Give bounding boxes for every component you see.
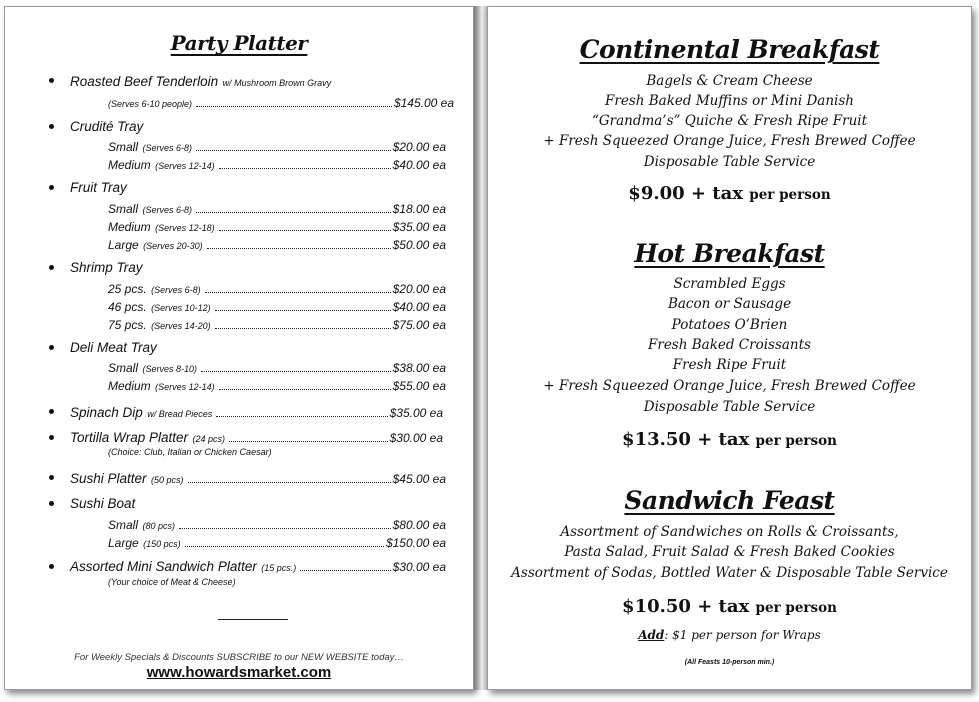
sandwich-feast-price: $10.50 + tax per person <box>622 596 837 617</box>
tortilla-choice: (Choice: Club, Italian or Chicken Caesar) <box>108 447 272 457</box>
menu-line: Pasta Salad, Fruit Salad & Fresh Baked Cookies <box>564 544 895 560</box>
price-row: Small (80 pcs) $80.00 ea <box>108 518 446 532</box>
menu-item-spinach-dip: Spinach Dip w/ Bread Pieces $35.00 ea <box>70 405 443 420</box>
menu-line: Assortment of Sandwiches on Rolls & Croissants, <box>560 524 899 540</box>
price-row: 25 pcs. (Serves 6-8) $20.00 ea <box>108 282 446 296</box>
continental-title: Continental Breakfast <box>579 35 880 64</box>
bullet-icon <box>49 265 54 270</box>
book-gutter <box>474 6 487 690</box>
bullet-icon <box>49 409 54 414</box>
continental-price: $9.00 + tax per person <box>628 183 831 204</box>
menu-item-sushi-platter: Sushi Platter (50 pcs) $45.00 ea <box>70 471 446 486</box>
price-row: Large (150 pcs) $150.00 ea <box>108 536 446 550</box>
minimum-note: (All Feasts 10-person min.) <box>684 659 775 666</box>
price-row: Small (Serves 8-10) $38.00 ea <box>108 361 446 375</box>
menu-line: + Fresh Squeezed Orange Juice, Fresh Brewed Coffee <box>543 378 916 394</box>
menu-line: Fresh Ripe Fruit <box>672 357 787 373</box>
menu-line: Fresh Baked Croissants <box>648 337 811 353</box>
wrap-addon: Add: $1 per person for Wraps <box>638 628 821 642</box>
price-row: 75 pcs. (Serves 14-20) $75.00 ea <box>108 318 446 332</box>
sandwich-feast-title: Sandwich Feast <box>624 486 835 515</box>
menu-line: Potatoes O’Brien <box>671 317 788 333</box>
menu-item-roast-beef: Roasted Beef Tenderloin w/ Mushroom Brown Gravy <box>70 74 332 89</box>
party-platter-title: Party Platter <box>170 31 308 55</box>
bullet-icon <box>49 78 54 83</box>
menu-item-fruit: Fruit Tray <box>70 180 127 195</box>
bullet-icon <box>49 435 54 440</box>
menu-item-deli: Deli Meat Tray <box>70 340 157 355</box>
menu-line: Bacon or Sausage <box>667 296 792 312</box>
bullet-icon <box>49 345 54 350</box>
footer-note: For Weekly Specials & Discounts SUBSCRIBE to our NEW WEBSITE today… <box>74 652 404 663</box>
bullet-icon <box>49 475 54 480</box>
menu-line: Fresh Baked Muffins or Mini Danish <box>605 93 854 109</box>
menu-line: “Grandma’s” Quiche & Fresh Ripe Fruit <box>591 113 868 129</box>
menu-line: Bagels & Cream Cheese <box>646 73 813 89</box>
menu-line: Disposable Table Service <box>643 154 816 170</box>
menu-line: Scrambled Eggs <box>673 276 786 292</box>
price-row: Medium (Serves 12-18) $35.00 ea <box>108 220 446 234</box>
bullet-icon <box>49 564 54 569</box>
menu-item-sushi-boat: Sushi Boat <box>70 496 136 511</box>
price-row: Small (Serves 6-8) $20.00 ea <box>108 140 446 154</box>
hot-breakfast-title: Hot Breakfast <box>634 239 825 268</box>
menu-line: Disposable Table Service <box>643 399 816 415</box>
menu-item-mini-sandwich: Assorted Mini Sandwich Platter (15 pcs.) $30.00 ea <box>70 559 446 574</box>
menu-line: Assortment of Sodas, Bottled Water & Disposable Table Service <box>511 565 948 581</box>
right-page <box>487 6 972 690</box>
menu-item-shrimp: Shrimp Tray <box>70 260 143 275</box>
bullet-icon <box>49 124 54 129</box>
price-row: (Serves 6-10 people) $145.00 ea <box>108 96 454 110</box>
hot-breakfast-price: $13.50 + tax per person <box>622 429 837 450</box>
price-row: Small (Serves 6-8) $18.00 ea <box>108 202 446 216</box>
menu-item-crudite: Crudité Tray <box>70 119 144 134</box>
mini-sandwich-choice: (Your choice of Meat & Cheese) <box>108 577 236 587</box>
divider <box>218 619 288 620</box>
bullet-icon <box>49 501 54 506</box>
menu-item-tortilla: Tortilla Wrap Platter (24 pcs) $30.00 ea <box>70 430 443 445</box>
price-row: Medium (Serves 12-14) $40.00 ea <box>108 158 446 172</box>
menu-line: + Fresh Squeezed Orange Juice, Fresh Brewed Coffee <box>543 133 916 149</box>
website-link[interactable]: www.howardsmarket.com <box>146 664 332 681</box>
price-row: 46 pcs. (Serves 10-12) $40.00 ea <box>108 300 446 314</box>
bullet-icon <box>49 185 54 190</box>
price-row: Large (Serves 20-30) $50.00 ea <box>108 238 446 252</box>
price-row: Medium (Serves 12-14) $55.00 ea <box>108 379 446 393</box>
left-page <box>4 6 474 690</box>
